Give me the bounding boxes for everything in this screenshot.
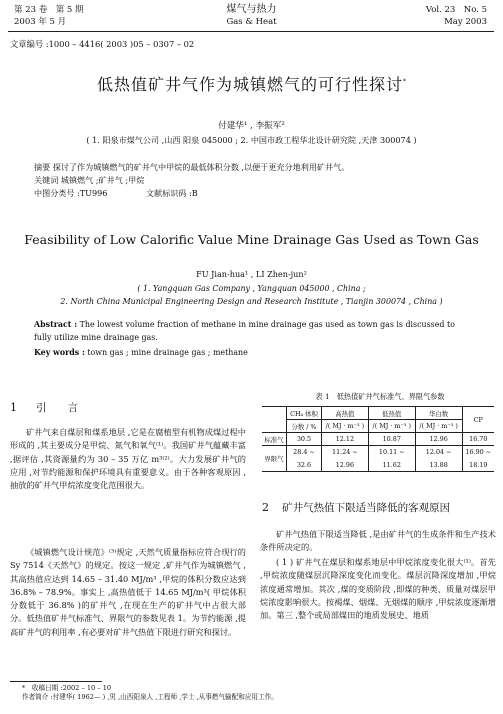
- table-cell: 12.12: [321, 433, 368, 446]
- table-head-cell: 华白数: [415, 407, 462, 420]
- table-head-cell: CH₄ 体积: [287, 407, 322, 420]
- table-cell: 16.70: [462, 433, 494, 446]
- table-cell: 16.90 ~: [462, 446, 494, 459]
- affiliation-en-1: ( 1. Yangquan Gas Company , Yangquan 045000 , China ;: [137, 284, 366, 293]
- table-head-cell: 高热值: [321, 407, 368, 420]
- table-cell: 28.4 ~: [287, 446, 322, 459]
- footnote-received: * 收稿日期 :2002 – 10 – 10: [22, 684, 112, 692]
- table-cell: 30.5: [287, 433, 322, 446]
- table-row: [262, 433, 494, 446]
- title-cn-wrap: [0, 72, 503, 95]
- journal-name-cn: 煤气与热力: [226, 4, 277, 15]
- table-row: [262, 459, 494, 472]
- keywords-en-label: Key words :: [34, 348, 85, 357]
- table-corner: [262, 407, 287, 433]
- footnote-rule: [10, 681, 102, 682]
- table-head-cell: 低热值: [368, 407, 415, 420]
- table-cell: 11.62: [368, 459, 415, 472]
- table-row-label: 标准气: [262, 433, 287, 446]
- title-footnote-mark: *: [403, 78, 406, 86]
- section-2-paragraph-1: 矿井气热值下限适当降低 ,是由矿井气的生成条件和生产技术条件所决定的。: [260, 529, 496, 553]
- journal-date: 2003 年 5 月: [14, 17, 67, 27]
- section-1-heading: [10, 396, 78, 415]
- section-1-paragraph-1: 矿井气来自煤层和煤系地层 ,它是在腐植型有机物成煤过程中形成的 ,其主要成分是甲烷、氮气和氧气⁽¹⁾。我国矿井气蕴藏丰富 ,据评估 ,其资源量约为 30 – 35 万亿 m³⁽²⁾。大力发展矿井气的应用 ,对节约能源和保护环境具有重要意义。由于各种客观原因 ,抽放的矿井气甲烷浓度变化范围很大。: [10, 427, 246, 491]
- table-head-cell: CP: [462, 407, 494, 433]
- table-cell: 18.19: [462, 459, 494, 472]
- section-2-number: 2: [262, 501, 269, 514]
- table-cell: 32.6: [287, 459, 322, 472]
- table-head-cell: /( MJ · m⁻³ ): [415, 420, 462, 433]
- table-1-caption: 表 1 低热值矿井气标准气、界限气参数: [315, 392, 445, 401]
- section-2-paragraph-2: ( 1 ) 矿井气在煤层和煤系地层中甲烷浓度变化很大⁽¹⁾。首先 ,甲烷浓度随煤层沉降深度变化而变化。煤层沉降深度增加 ,甲烷浓度通常增加。其次 ,煤的变质阶段 ,即煤的种类、质量对煤层甲烷浓度影响很大。按褐煤、烟煤、无烟煤的顺序 ,甲烷浓度逐渐增加。第三 ,整个或局部煤田的地质发展史、地质: [260, 557, 496, 621]
- table-head-cell: /( MJ · m⁻³ ): [368, 420, 415, 433]
- table-row: [262, 407, 494, 420]
- section-1-number: 1: [10, 401, 17, 414]
- table-row: [262, 446, 494, 459]
- abstract-en: [34, 318, 474, 344]
- table-cell: 10.11 ~: [368, 446, 415, 459]
- authors-en: FU Jian-hua¹ , LI Zhen-jun²: [196, 269, 307, 279]
- abstract-cn: 摘要 探讨了作为城镇燃气的矿井气中甲烷的最低体积分数 ,以便于更充分地利用矿井气。: [34, 162, 350, 172]
- journal-month-en: May 2003: [444, 17, 487, 27]
- section-1-paragraph-2: 《城镇燃气设计规范》⁽³⁾规定 ,天然气质量指标应符合现行的 Sy 7514《天然气》的规定。按这一规定 ,矿井气作为城镇燃气 ,其高热值应达到 14.65 – 31.40 MJ/m³ ,甲烷的体积分数应达到 36.8% – 78.9%。事实上 ,高热值低于 14.65 MJ/m³( 甲烷体积分数低于 36.8% )的矿井气 ,在现在生产的矿井气中占很大部分。低热值矿井气标准气、界限气的参数见表 1。为节约能源 ,提高矿井气的利用率 ,有必要对矿井气热值下限进行研究和探讨。: [10, 547, 246, 637]
- abstract-en-label: Abstract :: [34, 320, 78, 329]
- header-rule: [8, 31, 494, 32]
- clc-number: 中图分类号 :TU996: [34, 188, 108, 198]
- title-en: Feasibility of Low Calorific Value Mine Drainage Gas Used as Town Gas: [24, 232, 479, 247]
- article-number: 文章编号 :1000 – 4416( 2003 )05 – 0307 – 02: [10, 39, 195, 49]
- keywords-cn: 关键词 城镇燃气 ;矿井气 ;甲烷: [34, 175, 145, 185]
- table-row-label: 界限气: [262, 446, 287, 472]
- section-2-title: 矿井气热值下限适当降低的客观原因: [282, 502, 451, 514]
- journal-name-en: Gas & Heat: [226, 17, 277, 27]
- table-cell: 12.04 ~: [415, 446, 462, 459]
- affiliation-en-2: 2. North China Municipal Engineering Design and Research Institute , Tianjin 300074 , China ): [60, 297, 443, 306]
- table-head-cell: /( MJ · m⁻³ ): [321, 420, 368, 433]
- table-cell: 13.88: [415, 459, 462, 472]
- table-row: [262, 420, 494, 433]
- table-1: [262, 406, 494, 472]
- journal-volume-issue: 第 23 卷 第 5 期: [14, 5, 84, 15]
- table-cell: 10.87: [368, 433, 415, 446]
- footnote-author-bio: 作者简介 :付建华( 1962— ) ,男 ,山西阳泉人 ,工程师 ,学士 ,从事燃气输配和应用工作。: [22, 693, 278, 701]
- table-head-cell: 分数 / %: [287, 420, 322, 433]
- section-2-heading: [262, 496, 450, 515]
- affiliations-cn: ( 1. 阳泉市煤气公司 ,山西 阳泉 045000 ; 2. 中国市政工程华北设计研究院 ,天津 300074 ): [86, 135, 417, 145]
- keywords-en: [34, 346, 474, 359]
- table-cell: 12.96: [415, 433, 462, 446]
- title-cn: 低热值矿井气作为城镇燃气的可行性探讨: [96, 75, 403, 94]
- keywords-en-text: town gas ; mine drainage gas ; methane: [87, 348, 248, 357]
- document-code: 文献标识码 :B: [146, 188, 198, 198]
- authors-cn: 付建华¹ , 李振军²: [218, 121, 285, 131]
- journal-vol-en: Vol. 23 No. 5: [425, 5, 487, 15]
- abstract-en-text: The lowest volume fraction of methane in mine drainage gas used as town gas is discussed to fully utilize mine drainage gas.: [34, 320, 455, 342]
- section-1-title: 引 言: [36, 402, 79, 414]
- table-cell: 12.96: [321, 459, 368, 472]
- table-cell: 11.24 ~: [321, 446, 368, 459]
